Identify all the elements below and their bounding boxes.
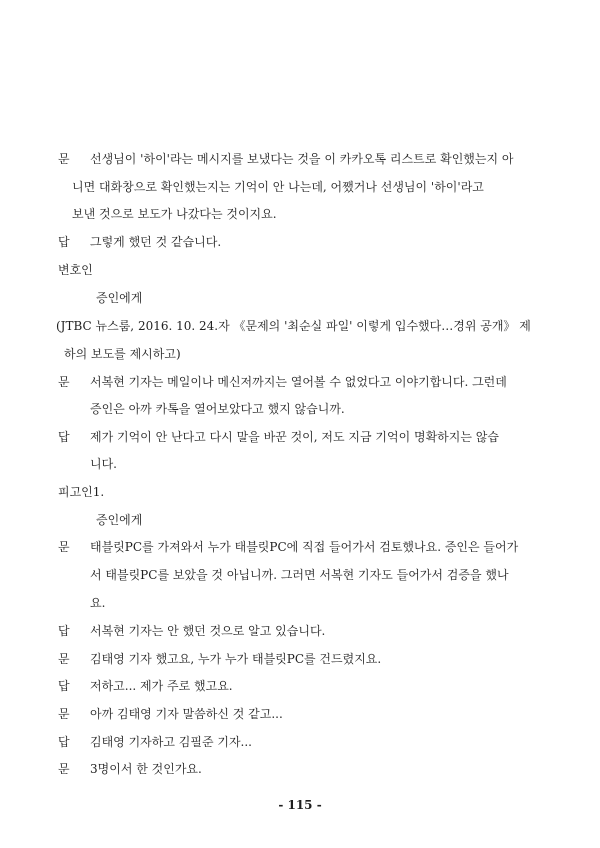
answer-line: 저하고... 제가 주로 했고요. — [90, 679, 233, 693]
exhibit-note: 하의 보도를 제시하고) — [64, 347, 181, 361]
question-label: 문 — [58, 540, 70, 554]
question-label: 문 — [58, 652, 70, 666]
speaker-heading: 피고인1. — [58, 485, 105, 499]
question-line: 아까 김태영 기자 말씀하신 것 같고... — [90, 707, 283, 721]
answer-label: 답 — [58, 430, 70, 444]
question-line: 선생님이 '하이'라는 메시지를 보냈다는 것을 이 카카오톡 리스트로 확인했는지 아 — [90, 152, 514, 166]
question-line: 태블릿PC를 가져와서 누가 태블릿PC에 직접 들어가서 검토했나요. 증인은 들어가 — [90, 540, 519, 554]
question-label: 문 — [58, 762, 70, 776]
addressee: 증인에게 — [96, 513, 143, 527]
answer-line: 그렇게 했던 것 같습니다. — [90, 235, 222, 249]
answer-line: 김태영 기자하고 김필준 기자... — [90, 735, 252, 749]
question-line: 요. — [90, 596, 106, 610]
question-line: 보낸 것으로 보도가 나갔다는 것이지요. — [72, 207, 277, 221]
answer-line: 서복현 기자는 안 했던 것으로 알고 있습니다. — [90, 624, 326, 638]
answer-label: 답 — [58, 624, 70, 638]
question-line: 김태영 기자 했고요, 누가 누가 태블릿PC를 건드렸지요. — [90, 652, 382, 666]
exhibit-note: (JTBC 뉴스룸, 2016. 10. 24.자 《문제의 '최순실 파일' 이렇게 입수했다…경위 공개》 제 — [56, 319, 531, 333]
question-line: 서복현 기자는 메일이나 메신저까지는 열어볼 수 없었다고 이야기합니다. 그런데 — [90, 375, 507, 389]
question-line: 니면 대화창으로 확인했는지는 기억이 안 나는데, 어쨌거나 선생님이 '하이'라고 — [72, 180, 484, 194]
question-label: 문 — [58, 375, 70, 389]
addressee: 증인에게 — [96, 291, 143, 305]
answer-label: 답 — [58, 735, 70, 749]
speaker-heading: 변호인 — [58, 263, 93, 277]
question-line: 3명이서 한 것인가요. — [90, 762, 202, 776]
question-line: 서 태블릿PC를 보았을 것 아닙니까. 그러면 서복현 기자도 들어가서 검증을 했나 — [90, 568, 509, 582]
question-label: 문 — [58, 152, 70, 166]
question-label: 문 — [58, 707, 70, 721]
answer-label: 답 — [58, 235, 70, 249]
answer-label: 답 — [58, 679, 70, 693]
answer-line: 니다. — [90, 457, 117, 471]
page-number: - 115 - — [278, 798, 322, 812]
answer-line: 제가 기억이 안 난다고 다시 말을 바꾼 것이, 저도 지금 기억이 명확하지는 않습 — [90, 430, 499, 444]
question-line: 증인은 아까 카톡을 열어보았다고 했지 않습니까. — [90, 402, 345, 416]
